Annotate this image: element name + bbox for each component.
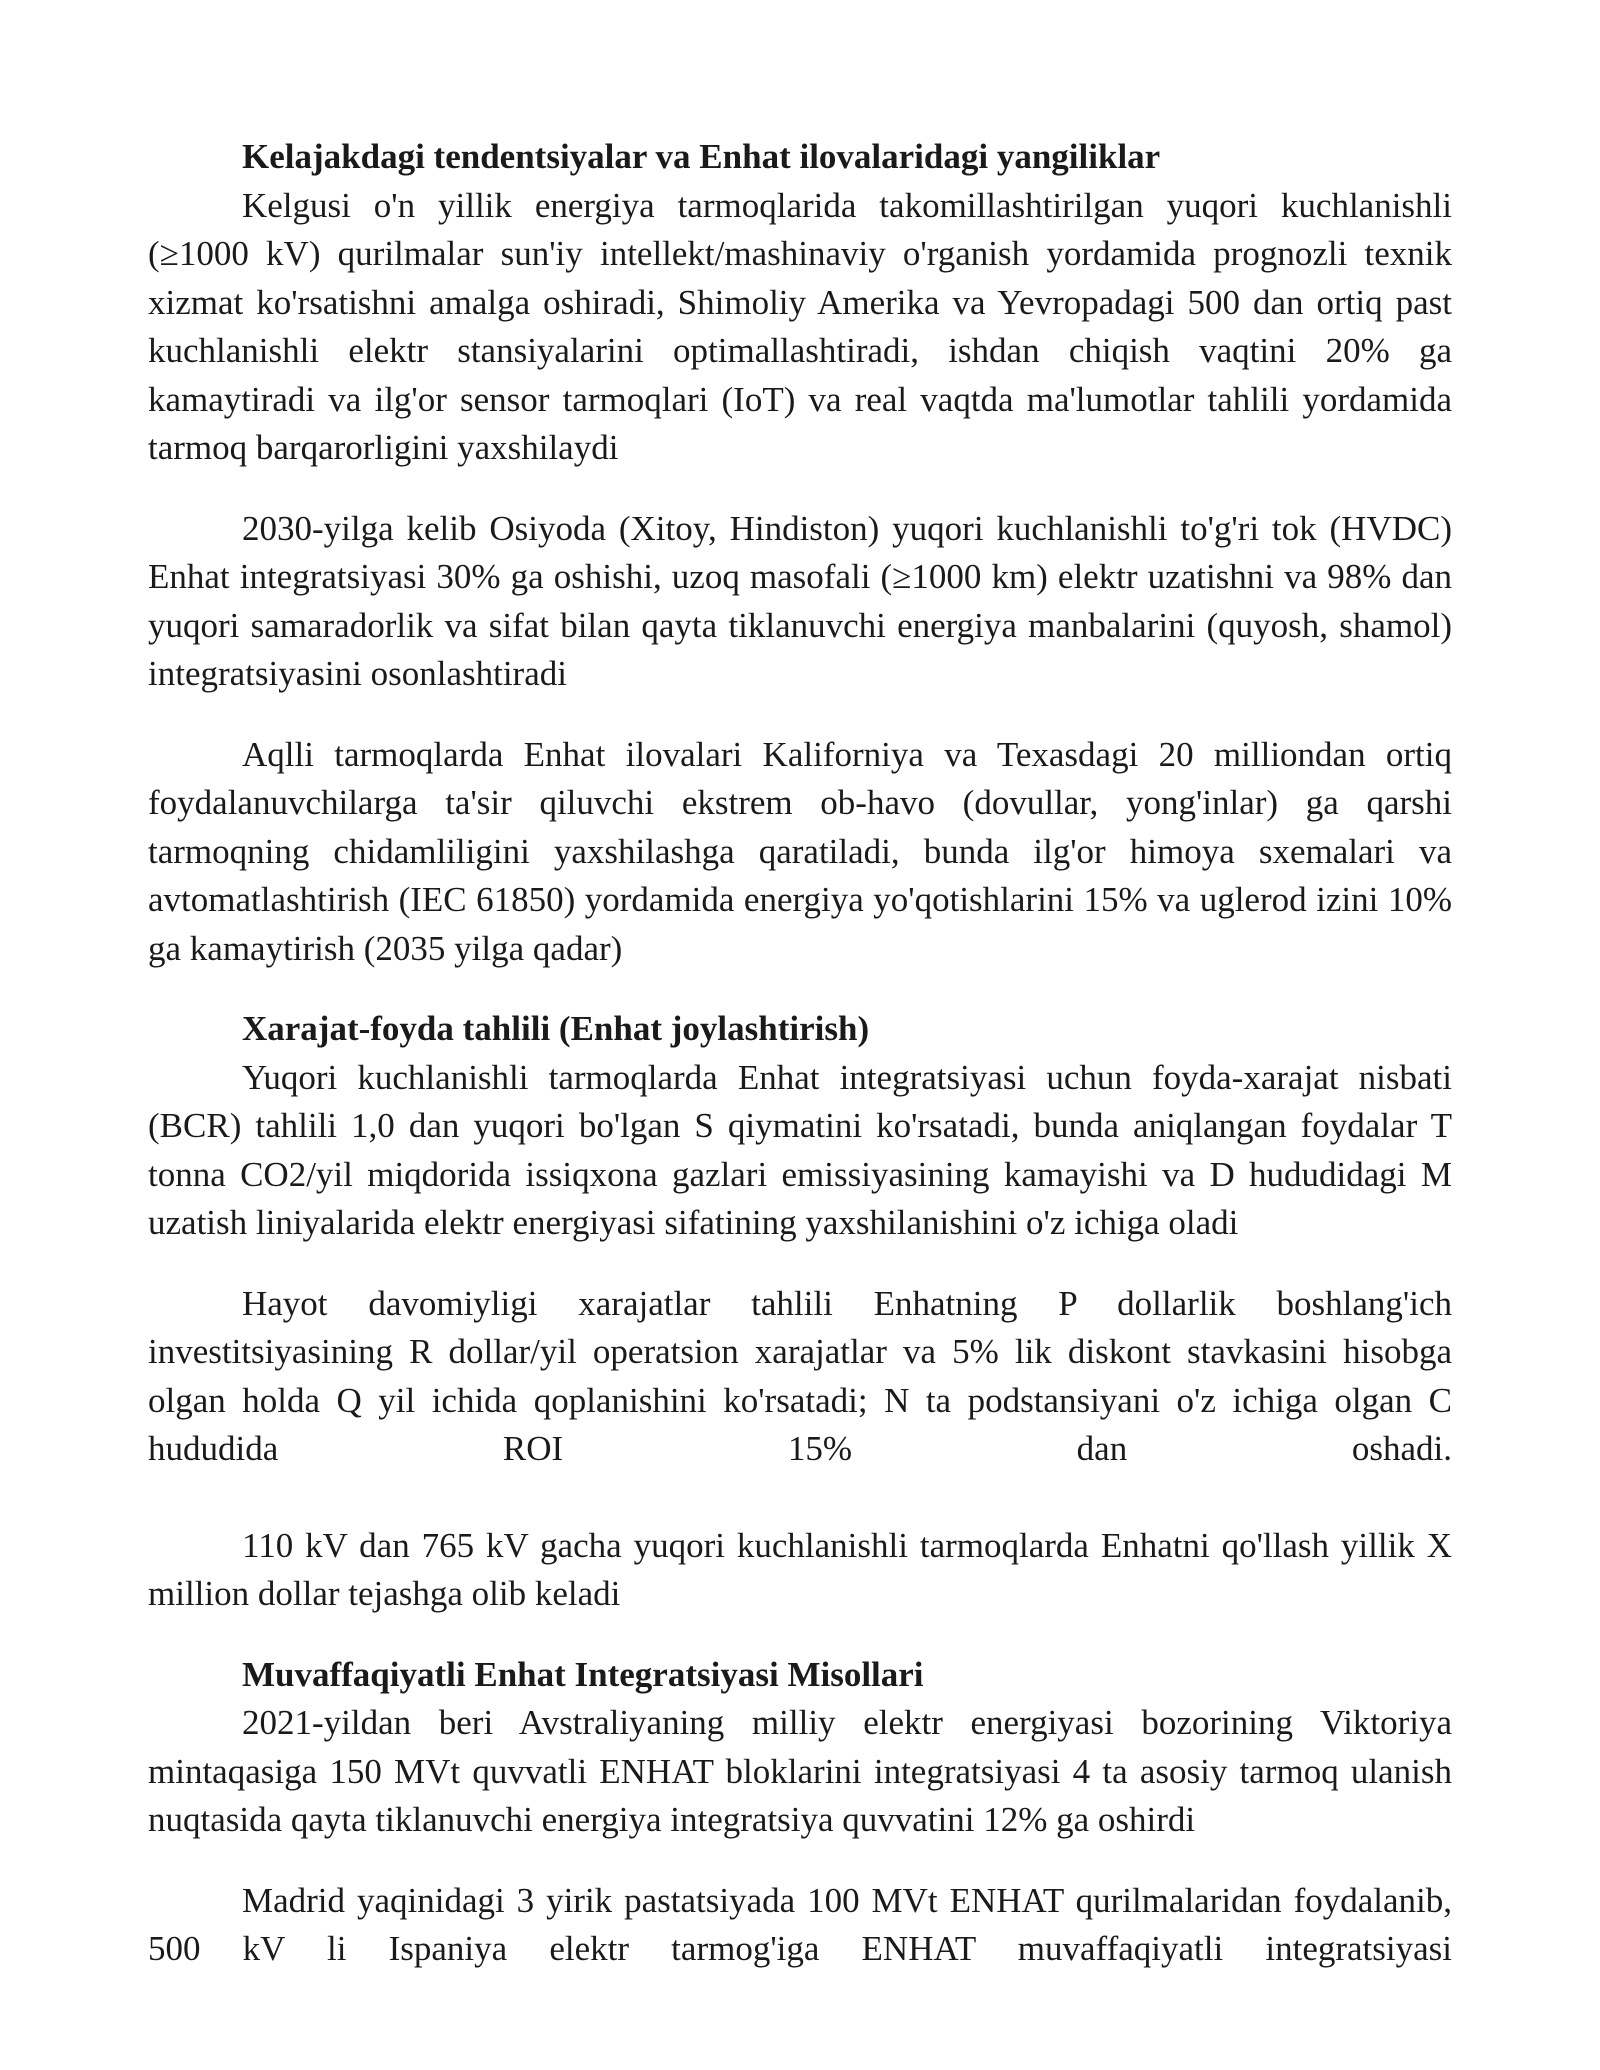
section-heading: Kelajakdagi tendentsiyalar va Enhat ilovalaridagi yangiliklar <box>242 137 1161 176</box>
paragraph: 2021-yildan beri Avstraliyaning milliy elektr energiyasi bozorining Viktoriya mintaqasiga 150 MVt quvvatli ENHAT bloklarini integratsiyasi 4 ta asosiy tarmoq ulanish nuqtasida qayta tiklanuvchi energiya integratsiya quvvatini 12% ga oshirdi <box>148 1703 1452 1839</box>
paragraph: 2030-yilga kelib Osiyoda (Xitoy, Hindiston) yuqori kuchlanishli to'g'ri tok (HVDC) Enhat integratsiyasi 30% ga oshishi, uzoq masofali (≥1000 km) elektr uzatishni va 98% dan yuqori samaradorlik va sifat bilan qayta tiklanuvchi energiya manbalarini (quyosh, shamol) integratsiyasini osonlashtiradi <box>148 508 1452 693</box>
section-heading: Xarajat-foyda tahlili (Enhat joylashtirish) <box>242 1009 870 1048</box>
paragraph-spacer <box>148 473 1452 505</box>
paragraph-spacer <box>148 1248 1452 1280</box>
paragraph-spacer <box>148 699 1452 731</box>
paragraph: Hayot davomiyligi xarajatlar tahlili Enhatning P dollarlik boshlang'ich investitsiyasining R dollar/yil operatsion xarajatlar va 5% lik diskont stavkasini hisobga olgan holda Q yil ichida qoplanishini ko'rsatadi; N ta podstansiyani o'z ichiga olgan C hududida ROI 15% dan oshadi. <box>148 1283 1452 1468</box>
paragraph: Aqlli tarmoqlarda Enhat ilovalari Kaliforniya va Texasdagi 20 milliondan ortiq foydalanuvchilarga ta'sir qiluvchi ekstrem ob-havo (dovullar, yong'inlar) ga qarshi tarmoqning chidamliligini yaxshilashga qaratiladi, bunda ilg'or himoya sxemalari va avtomatlashtirish (IEC 61850) yordamida energiya yo'qotishlarini 15% va uglerod izini 10% ga kamaytirish (2035 yilga qadar) <box>148 734 1452 968</box>
paragraph-spacer <box>148 1845 1452 1877</box>
section-spacer <box>148 973 1452 1005</box>
document-page <box>148 133 1452 1974</box>
paragraph: Yuqori kuchlanishli tarmoqlarda Enhat integratsiyasi uchun foyda-xarajat nisbati (BCR) tahlili 1,0 dan yuqori bo'lgan S qiymatini ko'rsatadi, bunda aniqlangan foydalar T tonna CO2/yil miqdorida issiqxona gazlari emissiyasining kamayishi va D hududidagi M uzatish liniyalarida elektr energiyasi sifatining yaxshilanishini o'z ichiga oladi <box>148 1057 1452 1242</box>
paragraph: 110 kV dan 765 kV gacha yuqori kuchlanishli tarmoqlarda Enhatni qo'llash yillik X million dollar tejashga olib keladi <box>148 1525 1452 1613</box>
section-heading: Muvaffaqiyatli Enhat Integratsiyasi Misollari <box>242 1654 924 1694</box>
paragraph: Kelgusi o'n yillik energiya tarmoqlarida takomillashtirilgan yuqori kuchlanishli (≥1000 kV) qurilmalar sun'iy intellekt/mashinaviy o'rganish yordamida prognozli texnik xizmat ko'rsatishni amalga oshiradi, Shimoliy Amerika va Yevropadagi 500 dan ortiq past kuchlanishli elektr stansiyalarini optimallashtiradi, ishdan chiqish vaqtini 20% ga kamaytiradi va ilg'or sensor tarmoqlari (IoT) va real vaqtda ma'lumotlar tahlili yordamida tarmoq barqarorligini yaxshilaydi <box>148 185 1452 467</box>
section-spacer <box>148 1619 1452 1651</box>
paragraph: Madrid yaqinidagi 3 yirik pastatsiyada 100 MVt ENHAT qurilmalaridan foydalanib, 500 kV li Ispaniya elektr tarmog'iga ENHAT muvaffaqiyatli integratsiyasi <box>148 1880 1452 1968</box>
paragraph-spacer <box>148 1474 1452 1522</box>
